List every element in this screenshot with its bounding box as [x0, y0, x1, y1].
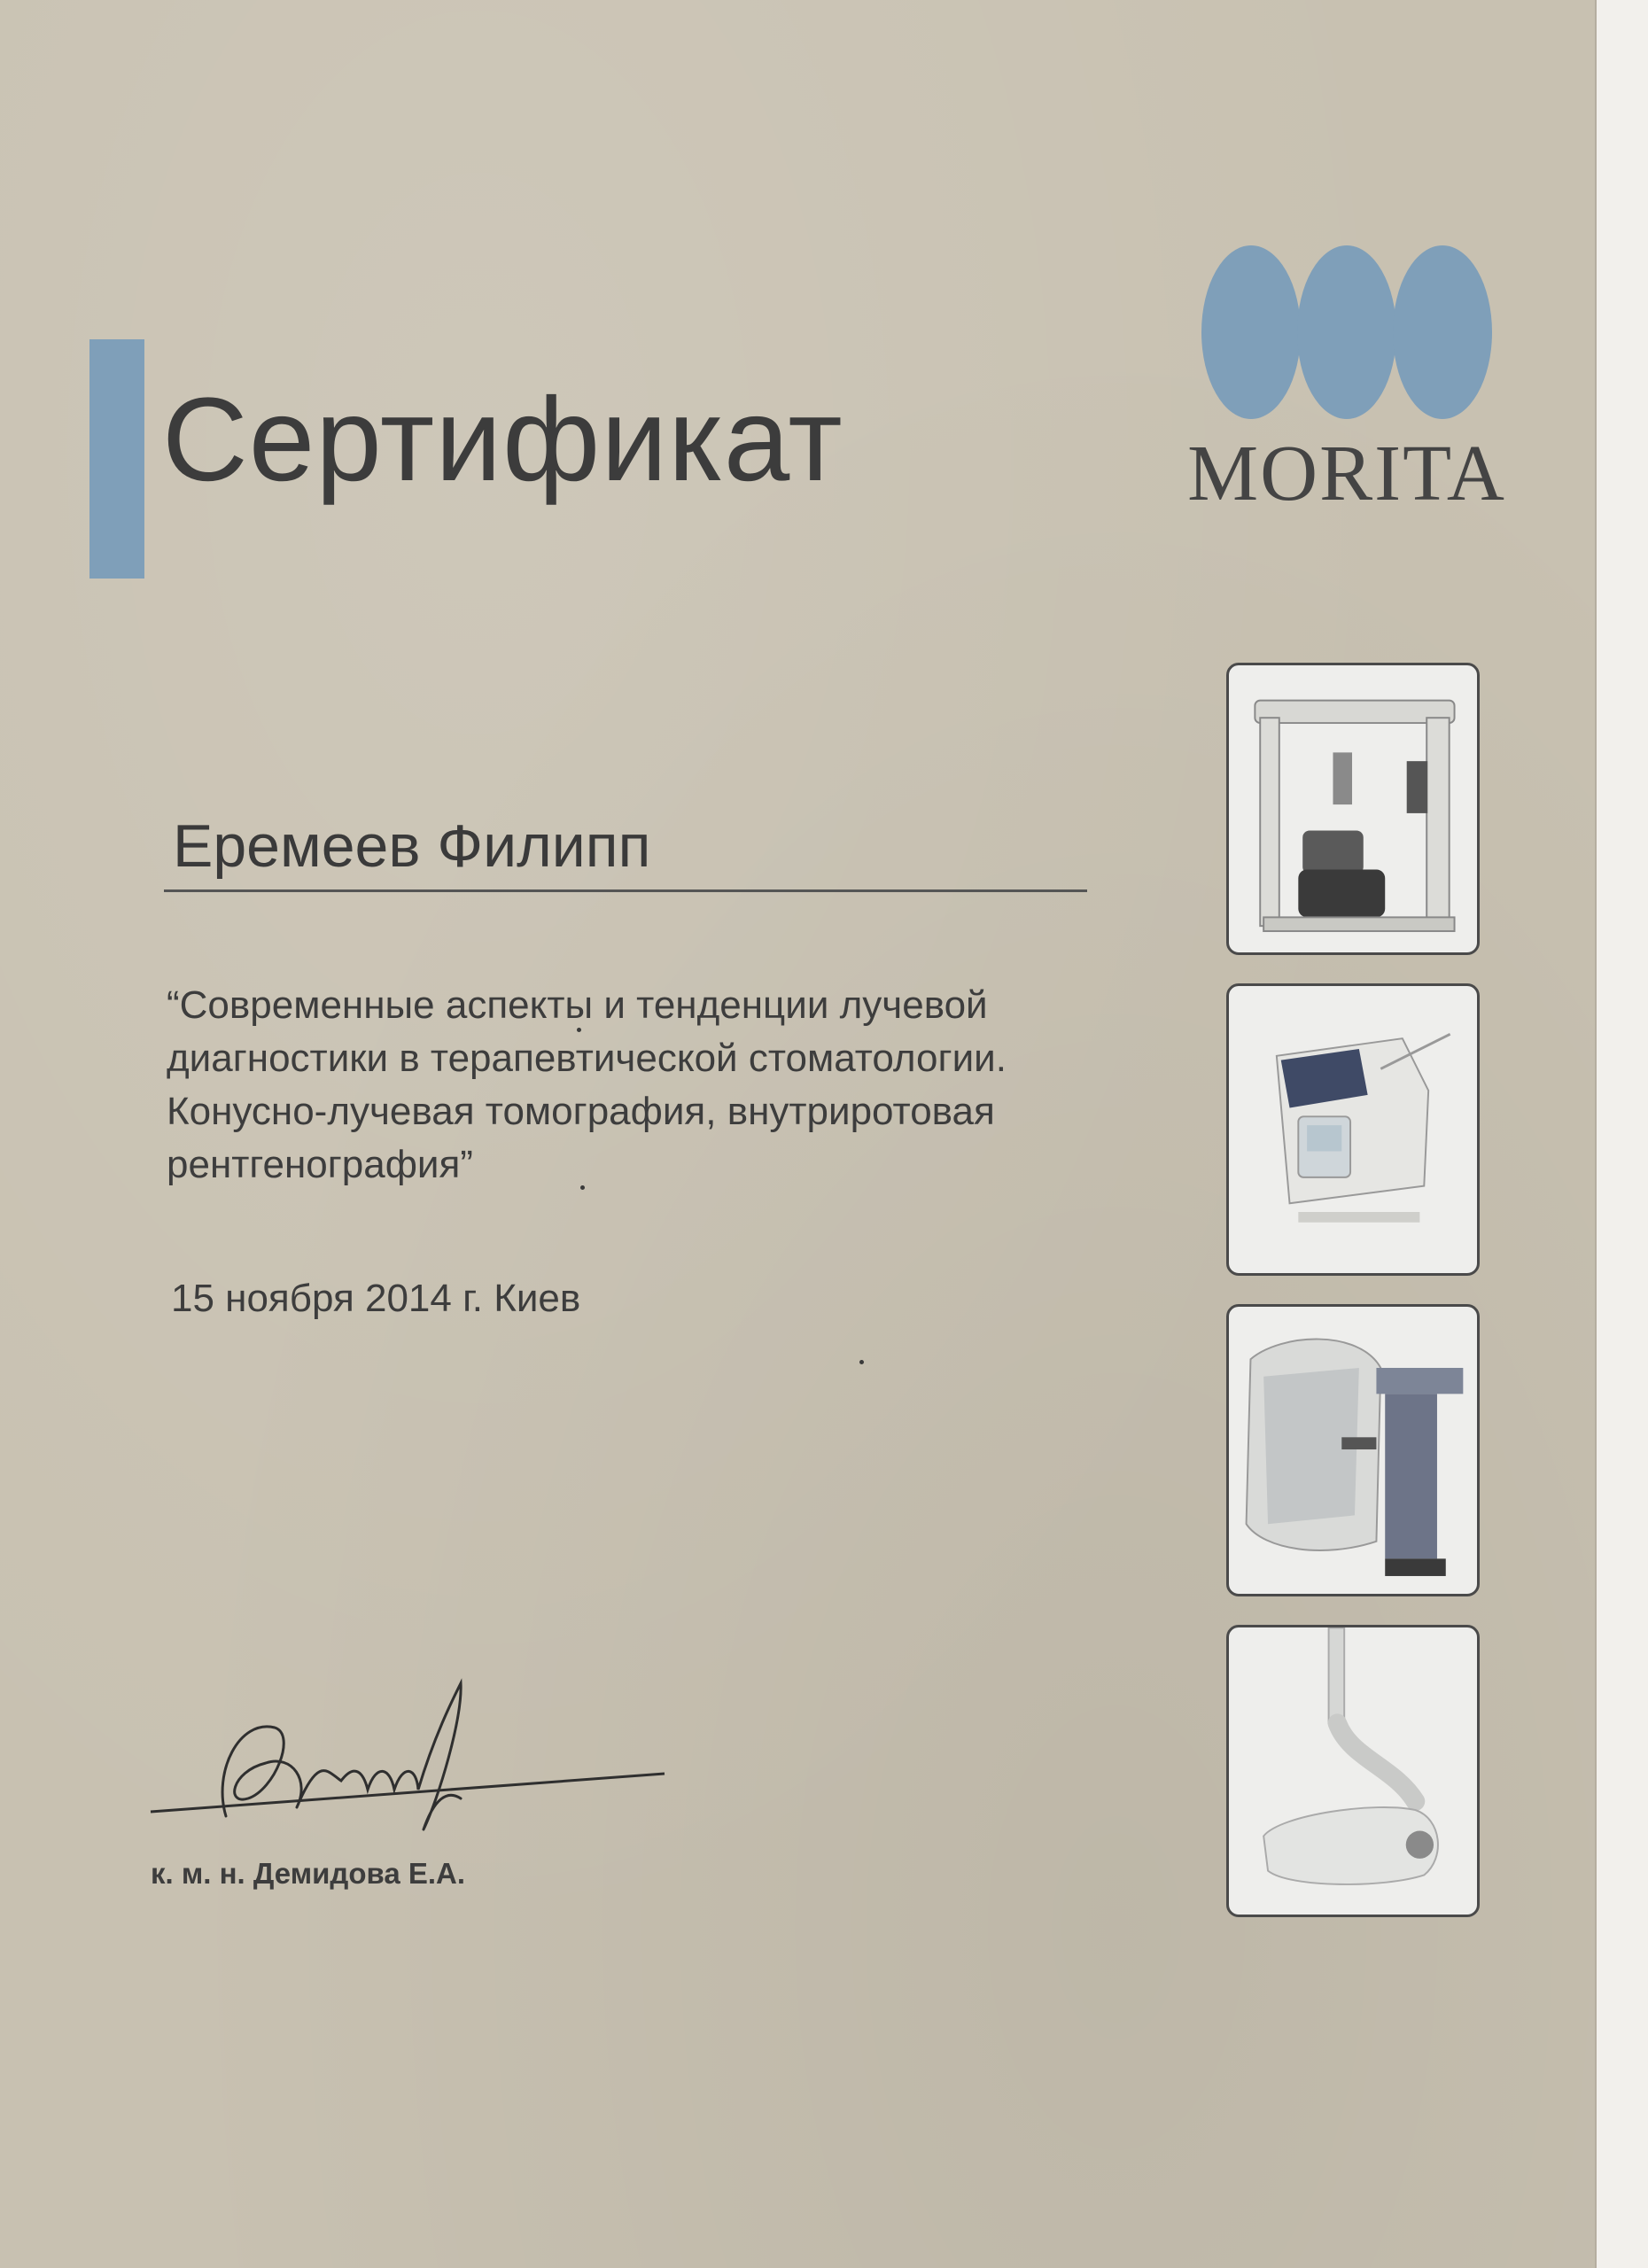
product-photo-intraoral [1226, 1625, 1480, 1917]
recipient-name: Еремеев Филипп [173, 812, 651, 880]
morita-logo [1170, 239, 1524, 523]
panoramic-xray-icon [1229, 1307, 1477, 1594]
paper-speck [577, 1028, 581, 1032]
title-accent-bar [89, 339, 144, 579]
course-line: диагностики в терапевтической стоматологии. [167, 1037, 1007, 1080]
paper-speck [580, 1185, 585, 1190]
cbct-scanner-icon [1229, 665, 1477, 952]
paper-speck [859, 1360, 864, 1364]
page-edge [1595, 0, 1648, 2268]
date-place: 15 ноября 2014 г. Киев [171, 1277, 581, 1320]
product-photo-panoramic [1226, 1304, 1480, 1596]
name-underline [164, 889, 1087, 892]
course-line: Конусно-лучевая томография, внутриротовая [167, 1090, 995, 1133]
morita-logo-mark-icon [1170, 239, 1524, 434]
product-photo-cbct [1226, 663, 1480, 955]
certificate-title: Сертификат [162, 374, 843, 506]
course-line: рентгенография” [167, 1143, 473, 1186]
intraoral-xray-arm-icon [1229, 1627, 1477, 1915]
course-title [167, 979, 1230, 1192]
xray-control-unit-icon [1229, 986, 1477, 1273]
course-line: “Современные аспекты и тенденции лучевой [167, 983, 988, 1027]
signature-icon [142, 1666, 691, 1843]
product-photo-control-unit [1226, 983, 1480, 1276]
brand-name: MORITA [1187, 430, 1506, 517]
signer-name: к. м. н. Демидова Е.А. [151, 1857, 466, 1890]
